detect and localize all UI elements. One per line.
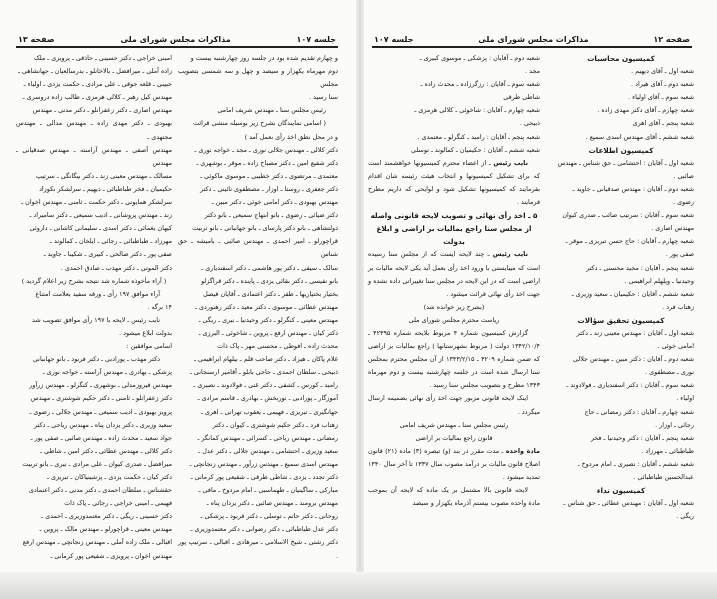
committee-branch-line: صائبی . bbox=[673, 171, 694, 180]
committee-branch-line: رضوی . bbox=[673, 198, 694, 207]
committee-branch-line: شعبه دوم ـ آقایان : مهندس صدقیانی ـ جاوید ـ bbox=[572, 184, 694, 193]
publication-title: مذاکرات مجلس شورای ملی bbox=[478, 34, 589, 44]
committee-branch-line: شعبه اول ـ آقایان : مهندس معینی زند ـ دکتر bbox=[576, 328, 694, 337]
committee-branch-line: شعبه چهارم ـ آقای دکتر مهدی زاده . bbox=[597, 106, 694, 115]
text-line: مهندس اخوان ـ پرویزی ـ شفیعی پور کرمانی ـ bbox=[50, 551, 172, 560]
text-line: مهندس اصاری ـ دکتر زعفرانلو ـ دکتر مدنی ـ مهندس bbox=[32, 106, 172, 115]
text-line: مسالک ـ مهندس معینی زند ـ دکتر بیگانگی ـ سرتیپ bbox=[35, 171, 172, 180]
text-line: شعبه ششم ـ آقایان : حکیمیان ـ کمالوند ـ توسلی bbox=[411, 145, 540, 154]
committee-report: گزارش کمیسیون شماره ۴ مربوط بلایحه شماره ۴۲۳۹۵ ـ ۱۳۴۲/۱۰/۴ دولت ( مربوط بشهرستانها ) راجع بمالیات بر اراضی که ضمن شماره ۴۲۰۹ ـ ۱۳۴۳/۲/۱۵ از آن مجلس محترم بمجلس سنا ارسال شده است در جلسه چهارشنبه بیست و دوم مهرماه ۱۳۴۳ مطرح و بتصویب مجلس سنا رسید . bbox=[368, 328, 541, 390]
committee-branch-line: صفی پور . bbox=[665, 250, 694, 259]
text-line: جهانگیری ـ تبریزی ـ فهیمی ـ یعقوب تهرانی ـ اهری ـ bbox=[201, 407, 338, 416]
text-line: حبیبی ـ قلعه جوقی ـ علی مرادی ـ حکمت یزدی ـ اولیاء ـ bbox=[23, 80, 172, 89]
committee-branch-line: ریگی . bbox=[676, 512, 694, 521]
read-note: (بشرح زیر خوانده شد) bbox=[423, 302, 485, 311]
text-line: دوم مهرماه یکهزار و سیصد و چهل و سه شمسی بتصویب مجلس bbox=[178, 67, 338, 89]
text-line: رامبد ـ کورس ـ کشفی ـ دکتر غنی ـ فولادوند ـ نصیری ـ bbox=[193, 381, 338, 390]
vice-speaker-remark bbox=[368, 157, 540, 209]
text-line: حکیمیان ـ فخر طباطبائی ـ دیهیم ـ سرلشکر نکوزاد bbox=[39, 184, 172, 193]
committee-title: کمیسیون نداء bbox=[596, 486, 646, 496]
text-line: محدث زاده ـ افوطی ـ محسنی مهر ـ پاک ذات bbox=[217, 342, 338, 351]
text-line: ذبیحی . bbox=[519, 119, 540, 128]
text-line: زاده آملی ـ میرافضل ـ بالاخانلو ـ بدرسالعیان ـ جهانشاهی ـ bbox=[17, 67, 172, 76]
committee-branch-line: شعبه اول ـ آقایان : مهندس عطائی ـ حق شناس ـ bbox=[563, 499, 694, 508]
remark-text: ـ از اعضاء محترم کمیسیونها خواهشمند است که برای تشکیل کمیسیونها و انتخاب هیئت رئیسه شان اقدام بفرمایند که کمیسیونها تشکیل شود و لوایحی که داریم مطرح فرمایند . bbox=[368, 158, 540, 207]
session-label: جلسه ۱۰۷ bbox=[374, 34, 414, 44]
left-page-right-column bbox=[178, 52, 338, 563]
text-line: صفی پور ـ دکتر صالحی ـ کبیری ـ شکیبا ـ جاوید ـ bbox=[43, 250, 172, 259]
committee-branch-line: شعبه پنجم ـ آقایان : مجید محسنی ـ دکتر bbox=[586, 263, 694, 272]
agenda-item-heading: ۵ ـ اخذ رأی نهائی و تصویب لایحه قانونی واصله از مجلس سنا راجع بمالیات بر اراضی و ابلاغ بدولت bbox=[370, 211, 538, 247]
text-line: دکتر کیان ـ حکمت یزدی ـ پزشینیاکان ـ تبریزی ـ bbox=[47, 473, 172, 481]
single-article bbox=[368, 445, 540, 484]
text-line: پرویز بهبودی ـ ادیب سمیعی ـ مهندس جلالی ـ رضوی ـ bbox=[29, 407, 172, 416]
text-line: شعبه سوم ـ آقایان : رزگرزاده ـ محدث زاده ـ bbox=[420, 80, 540, 89]
committee-branch-line: شعبه اول ـ آقایان : احتشامی ـ حق شناس ـ مهندس bbox=[557, 158, 694, 167]
committee-branch-line: شعبه اول ـ آقای دیهیم . bbox=[631, 67, 694, 76]
text-line: جواد سعید ـ محدث زاده ـ مهندس صائبی ـ صفی پور ـ bbox=[30, 433, 172, 442]
remark-text: ـ چند لایحه ایست که از مجلس سنا رسیده است که میبایستی با ورود اخذ رأی بعمل آید یکی لایحه مالیات بر اراضی است که در این لایحه در مجلس سنا تغییراتی داده نشده و جهت اخذ رأی نهائی قرائت میشود . bbox=[368, 250, 540, 298]
session-label: جلسه ۱۰۷ bbox=[296, 34, 336, 44]
article-label: مادة واحده bbox=[505, 446, 540, 455]
text-line: بهبودی ـ دکتر مهدی زاده ـ مهندس مدالی ـ مهندس مجتهدی ـ bbox=[16, 119, 172, 141]
text-line: دکتر جعفری ـ روستا ـ اوزار ـ مصطفوی نائینی ـ دکتر bbox=[200, 184, 338, 193]
text-line: مهرزاد ـ طباطبائی ـ رجائی ـ ایلخان ـ کمالوند ـ bbox=[50, 237, 172, 246]
text-line: ذبیحی ـ سلطان احمدی ـ حاجی بابلو ـ آقامیر ارسنجانی ـ bbox=[189, 368, 338, 377]
text-line: دکتر شفیع امین ـ دکتر مصباح زاده ـ موقر ـ بوشهری ـ bbox=[196, 158, 338, 167]
text-line: غلام پاکان ـ هیراد ـ دکتر صاحب قلم ـ بیلهام ابراهیمی ـ bbox=[193, 355, 338, 364]
text-line: روحانی ـ دکتر حاتم ـ توسلی ـ دکتر فربود ـ پزشکی ـ bbox=[200, 512, 338, 521]
text-line: مهندس فیروزمدلی ـ بوشهری ـ کنگرلو ـ مهندس زرآور bbox=[29, 381, 172, 390]
text-line: شاطی طرقی bbox=[503, 93, 540, 102]
text-line: دکتر کیان ـ مهندس ارفع ـ پروین ـ شاخوئی ـ البرزی ـ bbox=[198, 328, 338, 337]
committee-branch-line: وحیدنیا ـ ویلهلم ابراهیمی . bbox=[624, 276, 694, 285]
text-line: بدولت ابلاغ میشود . bbox=[119, 328, 172, 337]
text-line: پزشکی ـ بهادری ـ مهندس آراسته ـ خواجه نوری ـ bbox=[42, 368, 172, 377]
page-12 bbox=[360, 0, 717, 599]
text-line: مهندس کیل رهبر ـ کلالی هرمزی ـ طالب زاده دروسری ـ bbox=[22, 93, 172, 102]
committee-branch-line: شعبه ششم ـ آقایان : حکیمیان ـ سعید وزیری ـ bbox=[571, 289, 694, 298]
committee-branch-line: شعبه پنجم ـ آقایان : دکتر وحیدنیا ـ فخر bbox=[590, 433, 694, 442]
text-line: و در محل نطق اخذ رأی بعمل آمد ) bbox=[244, 132, 338, 141]
text-line: سنا رسید . bbox=[308, 93, 338, 102]
text-line: بختیار بختیاریها ـ ظفر ـ دکتر اعتمادی ـ آقایان فیصل bbox=[203, 289, 338, 298]
text-line: نایب رئیس ـ لایحه با ۱۹۷ رأی موافق تصویب شد bbox=[31, 315, 160, 324]
vice-speaker-remark bbox=[368, 248, 540, 300]
committee-branch-line: اولیاء . bbox=[676, 394, 694, 403]
running-header bbox=[18, 33, 336, 45]
committee-branch-line: مهندس اصاری . bbox=[651, 224, 694, 233]
committee-title: کمیسیون تحقیق سؤالات bbox=[577, 315, 665, 325]
book-gutter bbox=[356, 0, 364, 599]
text-line: مهندس آصفی ـ مهندس آراسته ـ مهندس صدقیانی ـ مهندس bbox=[16, 145, 172, 167]
text-line: دکتر مهذب ـ پورادبی ـ دکتر فربود ـ بانو جهانبانی bbox=[32, 355, 160, 364]
text-line: دکتر رشتی ـ شیخ الاسلامی ـ میرهادی ـ اقبالی ـ سرتیپ پور . bbox=[178, 538, 338, 560]
speaker-name: نایب رئیس bbox=[493, 158, 528, 167]
addressee: ریاست محترم مجلس شورای ملی bbox=[408, 315, 500, 324]
text-line: آراء موافق ۱۹۷ رأی ـ ورقه سفید بعلامت امتناع bbox=[35, 289, 160, 298]
committee-branch-line: زهتاب فرد . bbox=[662, 302, 694, 311]
text-line: اسامی موافقین : bbox=[126, 342, 172, 351]
text-line: مهندس بهبودی ـ دکتر امامی خوئی ـ دکتر مبین ـ bbox=[211, 198, 338, 207]
text-line: دکتر ضیائی ـ رضوی ـ بانو ابتهاج سمیعی ـ بانو دکتر bbox=[204, 211, 338, 220]
text-line: مجد . bbox=[525, 67, 540, 76]
text-line: و چهارم تقدیم شده بود در جلسه روز چهارشنبه بیست و bbox=[190, 54, 338, 62]
text-line: سعید وزیری ـ احتشامی ـ مهندس جلالی ـ دکتر عدل ـ bbox=[198, 446, 338, 455]
committee-branch-line: امامی خوئی . bbox=[657, 342, 694, 351]
committee-branch-line: شعبه پنجم ـ آقای اهری bbox=[632, 119, 694, 128]
text-line: شعبه چهارم ـ آقایان : شاخوئی ـ کلالی هرمزی ـ bbox=[414, 106, 540, 115]
text-line: دولتشاهی ـ بانو دکتر پارسای ـ بانو جهانبانی ـ بانو تربیت bbox=[192, 224, 338, 233]
text-line: دکتر زعفرانلو ـ ثامنی ـ دکتر حکیم شوشتری ـ مهندس bbox=[30, 394, 172, 403]
text-line: دکتر تجدد ـ یزدی ـ شاطی طرقی ـ شفیعی پور کرمانی ـ bbox=[190, 473, 338, 481]
left-page-left-column bbox=[16, 52, 172, 563]
publication-title: مذاکرات مجلس شورای ملی bbox=[120, 34, 231, 44]
text-line: ( اسامی نمایندگان بشرح زیر بوسیله منشی قرائت bbox=[193, 119, 326, 128]
committee-branch-line: طباطبائی ـ مهرزاد . bbox=[641, 446, 694, 455]
speaker-name: نایب رئیس bbox=[492, 250, 528, 259]
text-line: میرافضل ـ صدری کیوان ـ علی مرادی ـ نیری ـ بانو تربیت bbox=[22, 459, 172, 468]
committee-branches-continued bbox=[368, 52, 540, 157]
header-rule bbox=[372, 46, 692, 48]
text-line: رمضانی ـ مهندس ریاحی ـ کسرائی ـ مهندس کمانگر ـ bbox=[197, 433, 338, 442]
text-line: ۱۴ برگه . bbox=[147, 302, 172, 311]
text-line: حقشناس ـ سلطان احمدی ـ دکتر مدنی ـ دکتر اعتمادی bbox=[28, 486, 172, 495]
committee-branch-line: شعبه سوم ـ آقای اولیاء . bbox=[628, 93, 694, 102]
text-line: دکتر عدل طباطبائی ـ دکتر رضوانی ـ دکتر معتمدوزیری ـ bbox=[190, 525, 338, 534]
text-line: مهندس معینی ـ کنگرلو ـ دکتر وحیدنیا ـ نیری ـ ریگی ـ bbox=[198, 315, 338, 324]
header-rule bbox=[16, 46, 338, 48]
committee-branch-line: شعبه دوم ـ آقای هیراد . bbox=[631, 80, 694, 89]
forward-note: اینک لایحه قانونی مزبور جهت اخذ رأی نهائی بضمیمه ارسال میگردد . bbox=[368, 394, 540, 416]
text-line: دکتر کلالی ـ مهندس عطائی ـ دکتر امین ـ شاطی ـ bbox=[40, 446, 172, 455]
text-line: رئیس مجلس سنا ـ مهندس شریف امامی bbox=[217, 106, 326, 115]
text-line: دکتر الموتی ـ دکتر مهذب ـ صادق احمدی . bbox=[60, 263, 172, 272]
committee-title: کمیسیون محاسبات bbox=[587, 54, 655, 63]
committee-branch-line: شعبه ششم ـ آقای مهندس اسدی سمیع . bbox=[585, 132, 694, 141]
text-line: مهندس عطائی ـ موسوی ـ دکتر معید ـ دکتر رهنوردی ـ bbox=[195, 302, 338, 311]
text-line: دکتر کلالی ـ مهندس جلالی نوری ـ مجد ـ خواجه نوری ـ bbox=[194, 145, 338, 154]
text-line: مهندس معینی ـ قراچورلو ـ مهندس مالک ـ پروین ـ bbox=[39, 525, 172, 534]
committee-branch-line: رجائی ـ اوزار . bbox=[655, 420, 694, 429]
text-line: زهتاب فرد ـ دکتر حکیم شوشتری ـ کیوان ـ دکتر bbox=[212, 420, 338, 429]
text-line: ( آراء مأخوذه شماره شد نتیجه بشرح زیر اعلام گردید ) bbox=[21, 276, 167, 285]
committee-title: کمیسیون اطلاعات bbox=[588, 145, 654, 155]
committee-branch-line: شعبه سوم ـ آقایان : سرتیپ صائب ـ صدری کیوان bbox=[562, 211, 694, 220]
text-line: آموزگار ـ پورادبی ـ نوربخش ـ بهادری ـ قاسم مرادی ـ bbox=[197, 394, 338, 403]
running-header bbox=[374, 33, 690, 45]
text-line: مهندس برومند ـ مهندس صائبی ـ دکتر یزدان پناه ـ bbox=[206, 499, 338, 508]
committee-branch-line: عبدالحسین طباطبائی . bbox=[633, 473, 694, 481]
committee-branch-line: شعبه چهارم ـ آقایان : دکتر رمضانی ـ حاج bbox=[584, 407, 694, 416]
text-line: فهیمی ـ امینی خراجی ـ رجائی ـ پاک ذات bbox=[64, 499, 172, 508]
signature: رئیس مجلس سنا ـ مهندس شریف امامی bbox=[399, 420, 509, 429]
text-line: قراچورلو ـ امیر احمدی ـ مهندس صائبی ـ بامیشه ـ حق شناس bbox=[178, 237, 338, 259]
text-line: شعبه دوم ـ آقایان : پزشکی ـ موسوی کبیری ـ bbox=[419, 54, 540, 62]
committee-branch-line: شعبه دوم ـ آقایان : دکتر مبین ـ مهندس جلالی bbox=[572, 355, 694, 364]
text-line: اقبالی ـ ملک زاده آملی ـ مهندس زنجانچی ـ مهندس ارفع bbox=[22, 538, 172, 547]
scan-bottom-edge bbox=[0, 572, 717, 599]
text-line: سرلشکر همایونی ـ دکتر حکمت ـ ثامنی ـ مهندس اخوان ـ bbox=[21, 198, 172, 207]
page-number: صفحه ۱۳ bbox=[18, 34, 55, 44]
right-page-left-column bbox=[368, 52, 540, 510]
text-line: امینی خراجی ـ دکتر حسینی ـ حاذقی ـ پرویزی ـ ملک bbox=[34, 54, 172, 62]
committee-branch-line: نوری ـ مصطفوی . bbox=[645, 368, 694, 377]
committee-branch-line: شعبه سوم ـ آقایان : دکتر اسفندیاری ـ فولادوند ـ bbox=[566, 381, 694, 390]
text-line: سعید وزیری ـ دکتر یزدان پناه ـ مهندس ریاحی ـ دکتر bbox=[34, 420, 172, 429]
text-line: زند ـ مهندس پروشانی ـ ادیب سمیعی ـ دکتر سامیراد ـ bbox=[29, 211, 172, 220]
text-line: شعبه پنجم ـ آقایان : رامبد ـ کنگرلو ـ معتمدی . bbox=[417, 132, 540, 141]
text-line: بانو نفیسی ـ دکتر بقائی یزدی ـ پاینده ـ دکتر قراگزلو bbox=[201, 276, 338, 285]
article-text: ـ مدت مقرر در بند (و) تبصره (۳) ماده (۲۱) قانون اصلاح قانون مالیات بر درآمد مصوب سال ۱۳۳۷ تا آخر سال ۱۳۴۰ تمدید میشود . bbox=[368, 446, 540, 481]
committee-branch-line: شعبه چهارم ـ آقایان : حاج حسن تبریزی ـ موقر ـ bbox=[565, 237, 694, 246]
text-line: کیهان یغمائی ـ دکتر اسدی ـ سلیمانی کاشانی ـ داروئی bbox=[29, 224, 172, 233]
text-line: معتمدی ـ مرتضوی ـ دکتر خطیبی ـ موسوی ماکوئی ـ bbox=[200, 171, 338, 180]
page-number: صفحه ۱۲ bbox=[653, 34, 690, 44]
text-line: سالک ـ سیفی ـ دکتر پور هاشمی ـ دکتر اسفندیاری ـ bbox=[201, 263, 338, 272]
committee-branch-line: شعبه ششم ـ آقایان : نصیری ـ امام مردوخ ـ bbox=[577, 459, 694, 468]
law-title: قانون راجع بمالیات بر اراضی bbox=[415, 433, 493, 442]
text-line: دکتر حسینی ـ ریگی ـ دکتر معتمدوزیری ـ احمدی ـ bbox=[41, 512, 172, 521]
right-page-right-column bbox=[548, 52, 694, 523]
text-line: مهندس اسدی سمیع ـ مهندس زرآور ـ مهندس زنجانچی ـ bbox=[189, 459, 338, 468]
text-line: مبارکی ـ ساگینیان ـ طهماسبی ـ امام مردوخ ـ مافی ـ bbox=[198, 486, 338, 495]
closing-note: لایحه قانونی بالا مشتمل بر یک ماده که لایحه آن بموجب مادة واحده مصوب بیستم آذرماه یکهزار و سیصد bbox=[368, 486, 540, 508]
